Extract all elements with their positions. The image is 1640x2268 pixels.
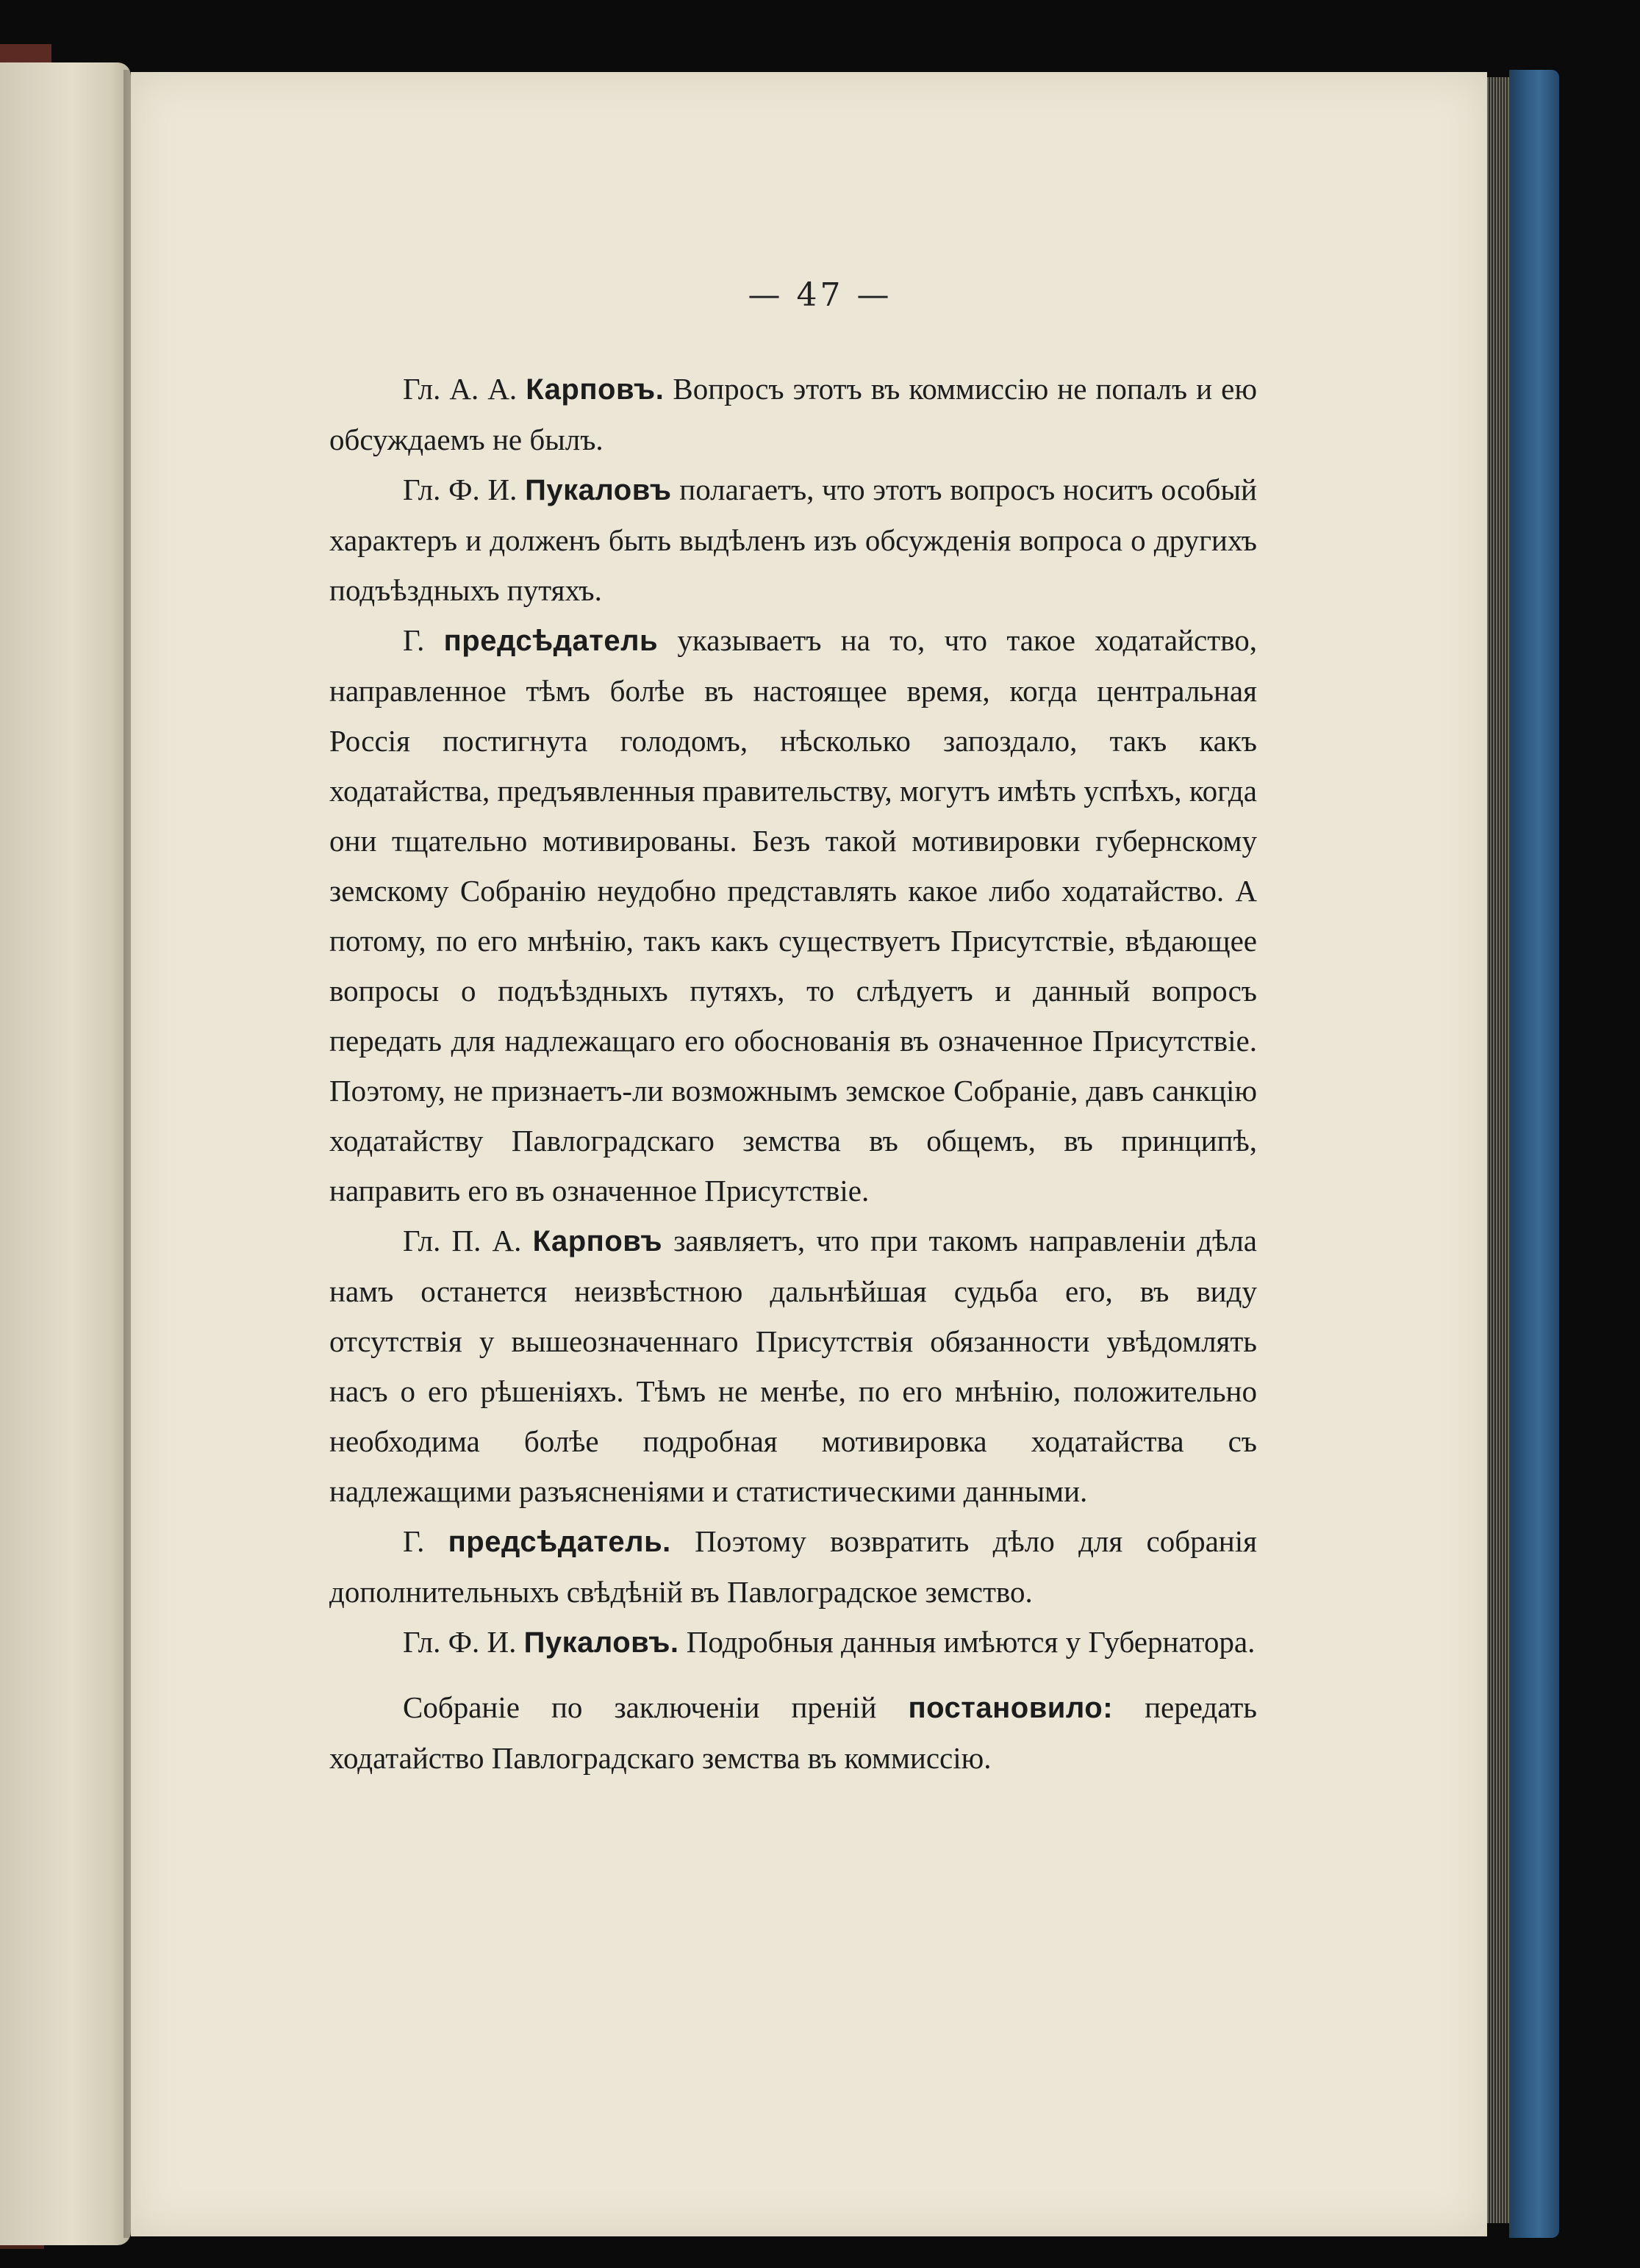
speaker-prefix: Г. bbox=[403, 623, 444, 657]
resolution-paragraph bbox=[329, 1682, 1257, 1783]
speaker-prefix: Гл. Ф. И. bbox=[403, 473, 526, 506]
resolution-text: передать ходатайство Павлоградскаго земства въ коммиссію. bbox=[329, 1690, 1257, 1775]
paragraph-3 bbox=[329, 615, 1257, 1216]
paragraph-text: Вопросъ этотъ въ коммиссію не попалъ и ею обсуждаемъ не былъ. bbox=[329, 372, 1257, 456]
resolution-text: Собраніе по заключеніи преній bbox=[403, 1690, 909, 1724]
speaker-name: предсѣдатель bbox=[443, 625, 659, 657]
paragraph-text: Поэтому возвратить дѣло для собранія дополнительныхъ свѣдѣній въ Павлоградское земство. bbox=[329, 1524, 1257, 1609]
blue-book-cover bbox=[1509, 70, 1559, 2238]
paragraph-text: Подробныя данныя имѣются у Губернатора. bbox=[678, 1625, 1256, 1659]
speaker-prefix: Гл. Ф. И. bbox=[403, 1625, 524, 1659]
paragraph-text: полагаетъ, что этотъ вопросъ носитъ особый характеръ и долженъ быть выдѣленъ изъ обсужденія вопроса о другихъ подъѣздныхъ путяхъ. bbox=[329, 473, 1257, 607]
speaker-name: предсѣдатель. bbox=[448, 1526, 671, 1558]
paragraph-6 bbox=[329, 1617, 1257, 1668]
paragraph-2 bbox=[329, 464, 1257, 615]
speaker-name: Карповъ bbox=[532, 1225, 663, 1257]
left-page-edge bbox=[0, 62, 131, 2245]
page-text bbox=[329, 364, 1257, 1783]
speaker-name: Пукаловъ. bbox=[523, 1626, 679, 1659]
speaker-prefix: Гл. А. А. bbox=[403, 372, 526, 406]
paragraph-text: указываетъ на то, что такое ходатайство, направленное тѣмъ болѣе въ настоящее время, когда центральная Россія постигнута голодомъ, нѣсколько запоздало, такъ какъ ходатайства, предъявленныя правительству, могутъ имѣть успѣхъ, когда они тщательно мотивированы. Безъ такой мотивировки губернскому земскому Собранію неудобно представлять какое либо ходатайство. А потому, по его мнѣнію, такъ какъ существуетъ Присутствіе, вѣдающее вопросы о подъѣздныхъ путяхъ, то слѣдуетъ и данный вопросъ передать для надлежащаго его обоснованія въ означенное Присутствіе. Поэтому, не признаетъ-ли возможнымъ земское Собраніе, давъ санкцію ходатайству Павлоградскаго земства въ общемъ, въ принципѣ, направить его въ означенное Присутствіе. bbox=[329, 623, 1257, 1207]
page-number: — 47 — bbox=[748, 276, 892, 314]
paragraph-5 bbox=[329, 1516, 1257, 1617]
speaker-prefix: Г. bbox=[403, 1524, 448, 1558]
resolution-keyword: постановило: bbox=[908, 1692, 1114, 1724]
paragraph-4 bbox=[329, 1216, 1257, 1516]
paragraph-1 bbox=[329, 364, 1257, 464]
speaker-name: Карповъ. bbox=[526, 373, 665, 406]
page-stack-edge bbox=[1487, 77, 1509, 2223]
paragraph-text: заявляетъ, что при такомъ направленіи дѣла намъ останется неизвѣстною дальнѣйшая судьба его, въ виду отсутствія у вышеозначеннаго Присутствія обязанности увѣдомлять насъ о его рѣшеніяхъ. Тѣмъ не менѣе, по его мнѣнію, положительно необходима болѣе подробная мотивировка ходатайства съ надлежащими разъясненіями и статистическими данными. bbox=[329, 1224, 1257, 1508]
speaker-name: Пукаловъ bbox=[525, 474, 672, 506]
speaker-prefix: Гл. П. А. bbox=[403, 1224, 533, 1257]
